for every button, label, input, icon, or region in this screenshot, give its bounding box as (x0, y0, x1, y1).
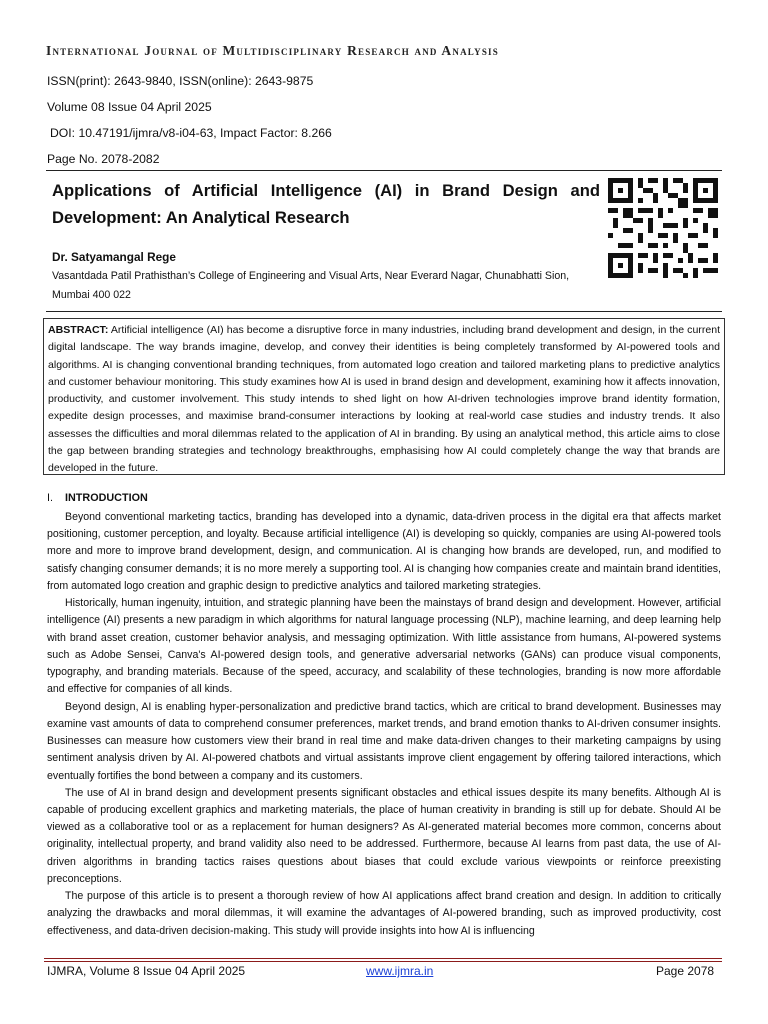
footer-website-link[interactable]: www.ijmra.in (366, 964, 434, 978)
page-range: Page No. 2078-2082 (47, 152, 160, 166)
paragraph: The use of AI in brand design and development presents significant obstacles and ethical issues despite its many benefits. Although AI is capable of producing excellent graphics and marketing materials, the place of human creativity in branding is still up for debate. Should AI be viewed as a collaborative tool or as a replacement for human designers? As AI-generated material becomes more common, concerns about originality, intellectual property, and brand validity also need to be addressed. Furthermore, because AI learns from past data, the use of AI-driven algorithms in branding tactics raises questions about biases that could exclude various viewpoints or reinforce preexisting preconceptions. (47, 786, 721, 885)
journal-title: International Journal of Multidisciplinary Research and Analysis (46, 43, 499, 58)
footer-page-number: Page 2078 (656, 964, 715, 978)
author-affiliation: Vasantdada Patil Prathisthan’s College of Engineering and Visual Arts, Near Everard Nagar, Chunabhatti Sion, Mumbai 400 022 (52, 270, 570, 301)
abstract-text: Artificial intelligence (AI) has become a disruptive force in many industries, including brand development and design, in the current digital landscape. The way brands imagine, develop, and convey their identities is being completely transformed by AI-powered tools and algorithms. AI is changing conventional branding techniques, from automated logo creation and tailored marketing plans to predictive analytics and customer behaviour monitoring. This study examines how AI is used in brand design and development, examining how it affects innovation, productivity, and customer involvement. This study intends to shed light on how AI-driven technologies improve brand identity formation, expedite design processes, and maximise brand-consumer interactions by looking at real-world case studies and industry trends. It also assesses the difficulties and moral dilemmas related to the application of AI in branding. By using an analytical method, this article aims to close the gap between branding strategies and technology breakthroughs, emphasising how AI could completely change the way that brands are developed in the future. (48, 324, 720, 474)
section-number: I. (47, 492, 53, 504)
footer-journal-issue: IJMRA, Volume 8 Issue 04 April 2025 (47, 964, 246, 978)
issn-line: ISSN(print): 2643-9840, ISSN(online): 2643-9875 (47, 74, 314, 88)
paragraph: Historically, human ingenuity, intuition, and strategic planning have been the mainstays of brand design and development. However, artificial intelligence (AI) presents a new paradigm in which algorithms for natural language processing (NLP), machine learning, and deep learning help with brand asset creation, customer behavior analysis, and messaging optimization. With little assistance from humans, AI-powered systems such as Adobe Sensei, Canva's AI-powered design tools, and generative adversarial networks (GANs) can produce visual components, typography, and branding materials. Because of the speed, accuracy, and scalability of these technologies, branding is now more affordable and effective for companies of all kinds. (47, 597, 721, 696)
footer-divider (44, 961, 722, 962)
doi-line: DOI: 10.47191/ijmra/v8-i04-63, Impact Factor: 8.266 (50, 126, 332, 140)
paper-title: Applications of Artificial Intelligence (AI) in Brand Design and Development: An Analytical Research (52, 181, 600, 227)
section-heading (47, 492, 148, 504)
author-name: Dr. Satyamangal Rege (52, 250, 176, 264)
footer-divider (44, 958, 722, 959)
abstract-block (43, 318, 725, 475)
qr-code-icon (608, 178, 718, 278)
paragraph: Beyond design, AI is enabling hyper-personalization and predictive brand tactics, which are critical to brand development. Businesses may examine vast amounts of data to comprehend consumer preferences, market trends, and brand emotion thanks to AI-driven consumer insights. Businesses can measure how customers view their brand in real time and make data-driven changes to their marketing campaigns by using sentiment analysis driven by AI. AI-powered chatbots and virtual assistants improve client engagement by offering tailored interactions, which eventually fortifies the bond between a company and its customers. (47, 700, 721, 782)
paragraph: The purpose of this article is to present a thorough review of how AI applications affect brand creation and design. In addition to critically analyzing the drawbacks and moral dilemmas, it will examine the advantages of AI-powered branding, such as improved productivity, cost effectiveness, and data-driven decision-making. This study will provide insights into how AI is influencing (47, 890, 721, 937)
volume-line: Volume 08 Issue 04 April 2025 (47, 100, 212, 114)
body-text (47, 509, 721, 957)
abstract-label: ABSTRACT: (48, 324, 109, 336)
section-title: INTRODUCTION (65, 492, 148, 504)
paragraph: Beyond conventional marketing tactics, branding has developed into a dynamic, data-driven process in the digital era that affects market positioning, customer perception, and loyalty. Because artificial intelligence (AI) is developing so quickly, companies are using AI-powered tools more and more to improve brand development, design, and communication. AI is changing how brands are developed, run, and modified to satisfy changing consumer demands; it is no more merely a supporting tool. AI is changing how companies create and maintain brand identities, from automated logo creation and graphic design to predictive analytics and tailored marketing strategies. (47, 511, 721, 592)
